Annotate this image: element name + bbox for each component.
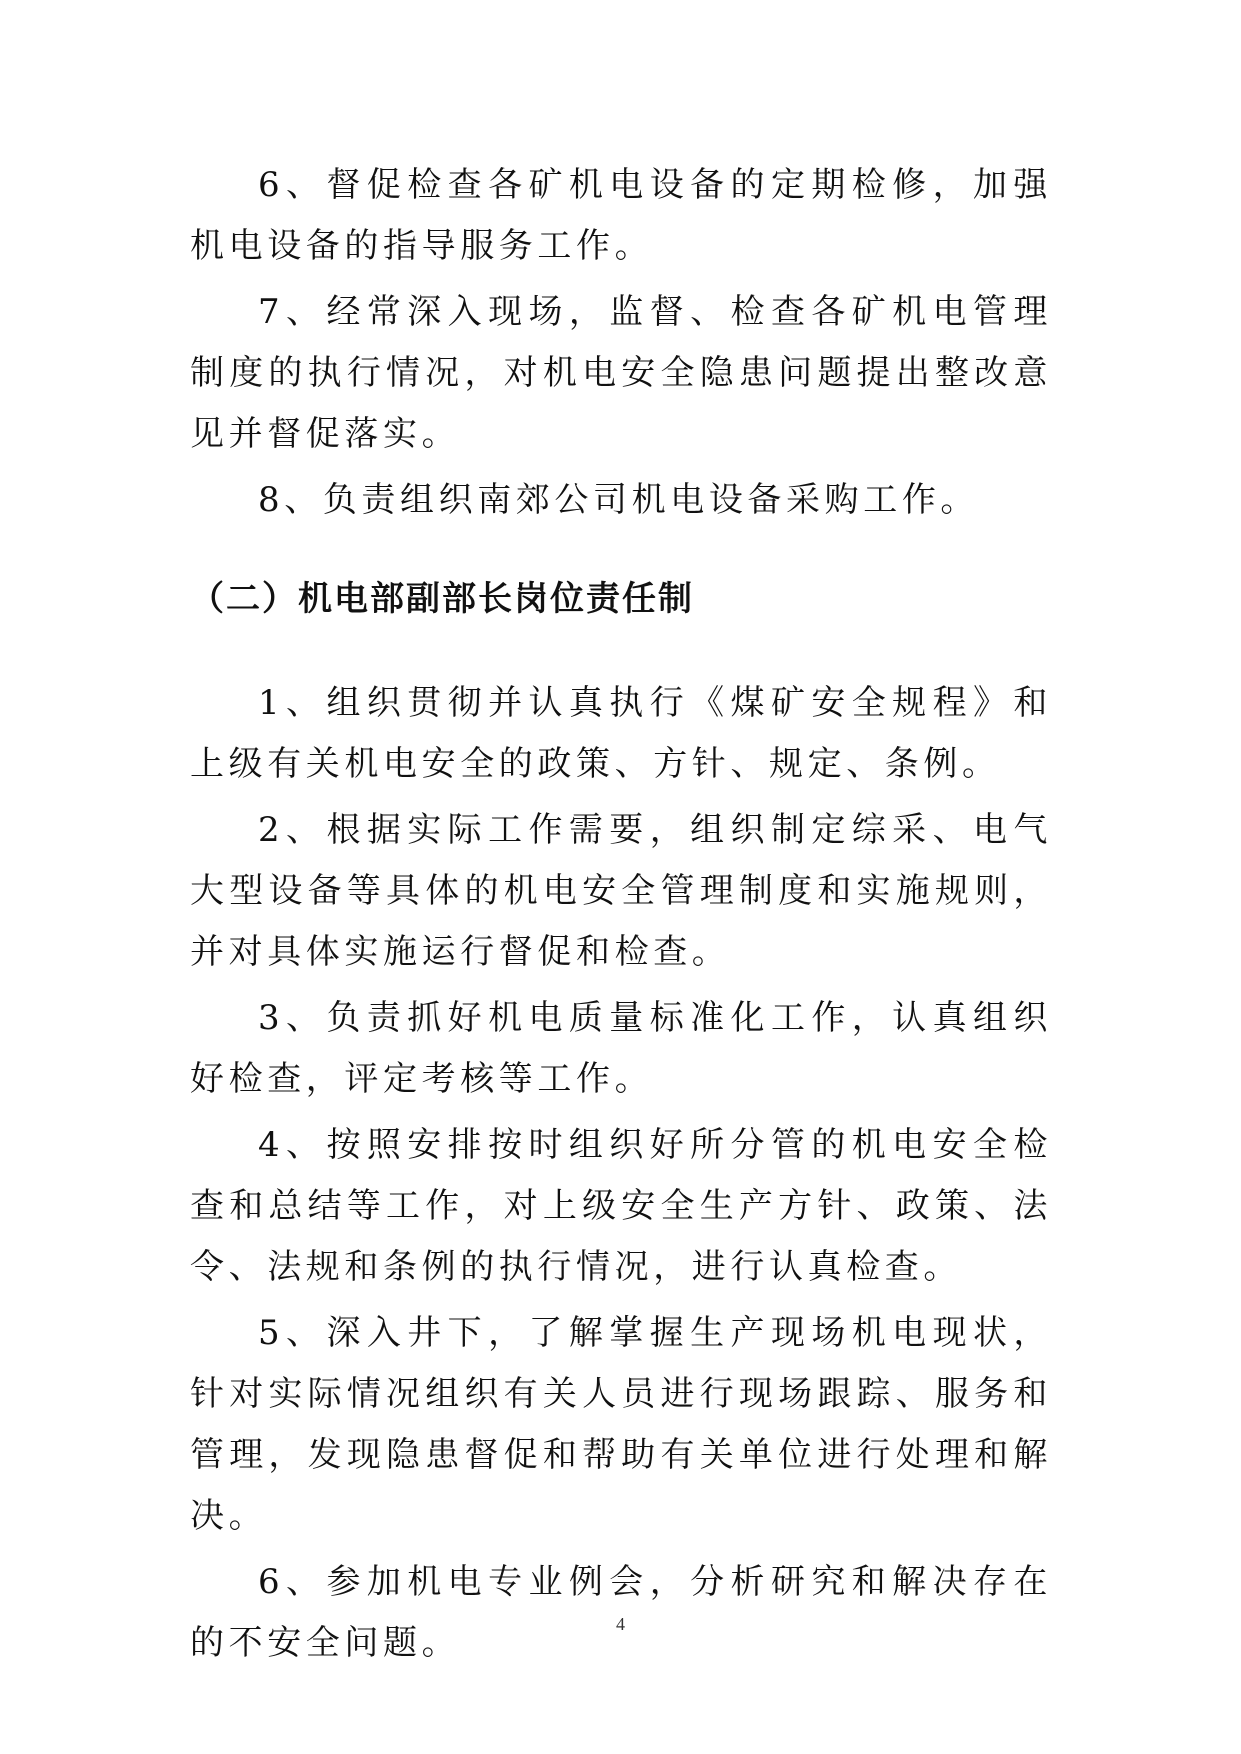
- paragraph-item-7: 7、经常深入现场，监督、检查各矿机电管理制度的执行情况，对机电安全隐患问题提出整改意见并督促落实。: [190, 292, 1052, 454]
- paragraph-item-5: 5、深入井下，了解掌握生产现场机电现状，针对实际情况组织有关人员进行现场跟踪、服务和管理，发现隐患督促和帮助有关单位进行处理和解决。: [190, 1313, 1052, 1536]
- page-number: 4: [616, 1614, 625, 1634]
- document-body: [190, 155, 1052, 1679]
- paragraph-item-3: 3、负责抓好机电质量标准化工作，认真组织好检查，评定考核等工作。: [190, 998, 1052, 1099]
- paragraph-item-1: 1、组织贯彻并认真执行《煤矿安全规程》和上级有关机电安全的政策、方针、规定、条例。: [190, 683, 1052, 784]
- paragraph-item-6b: 6、参加机电专业例会，分析研究和解决存在的不安全问题。: [190, 1562, 1052, 1663]
- section-heading: （二）机电部副部长岗位责任制: [190, 579, 694, 619]
- paragraph-item-6: 6、督促检查各矿机电设备的定期检修，加强机电设备的指导服务工作。: [190, 165, 1052, 266]
- paragraph-item-4: 4、按照安排按时组织好所分管的机电安全检查和总结等工作，对上级安全生产方针、政策、法令、法规和条例的执行情况，进行认真检查。: [190, 1125, 1052, 1287]
- paragraph-item-2: 2、根据实际工作需要，组织制定综采、电气大型设备等具体的机电安全管理制度和实施规则，并对具体实施运行督促和检查。: [190, 810, 1052, 972]
- paragraph-item-8: 8、负责组织南郊公司机电设备采购工作。: [258, 480, 980, 520]
